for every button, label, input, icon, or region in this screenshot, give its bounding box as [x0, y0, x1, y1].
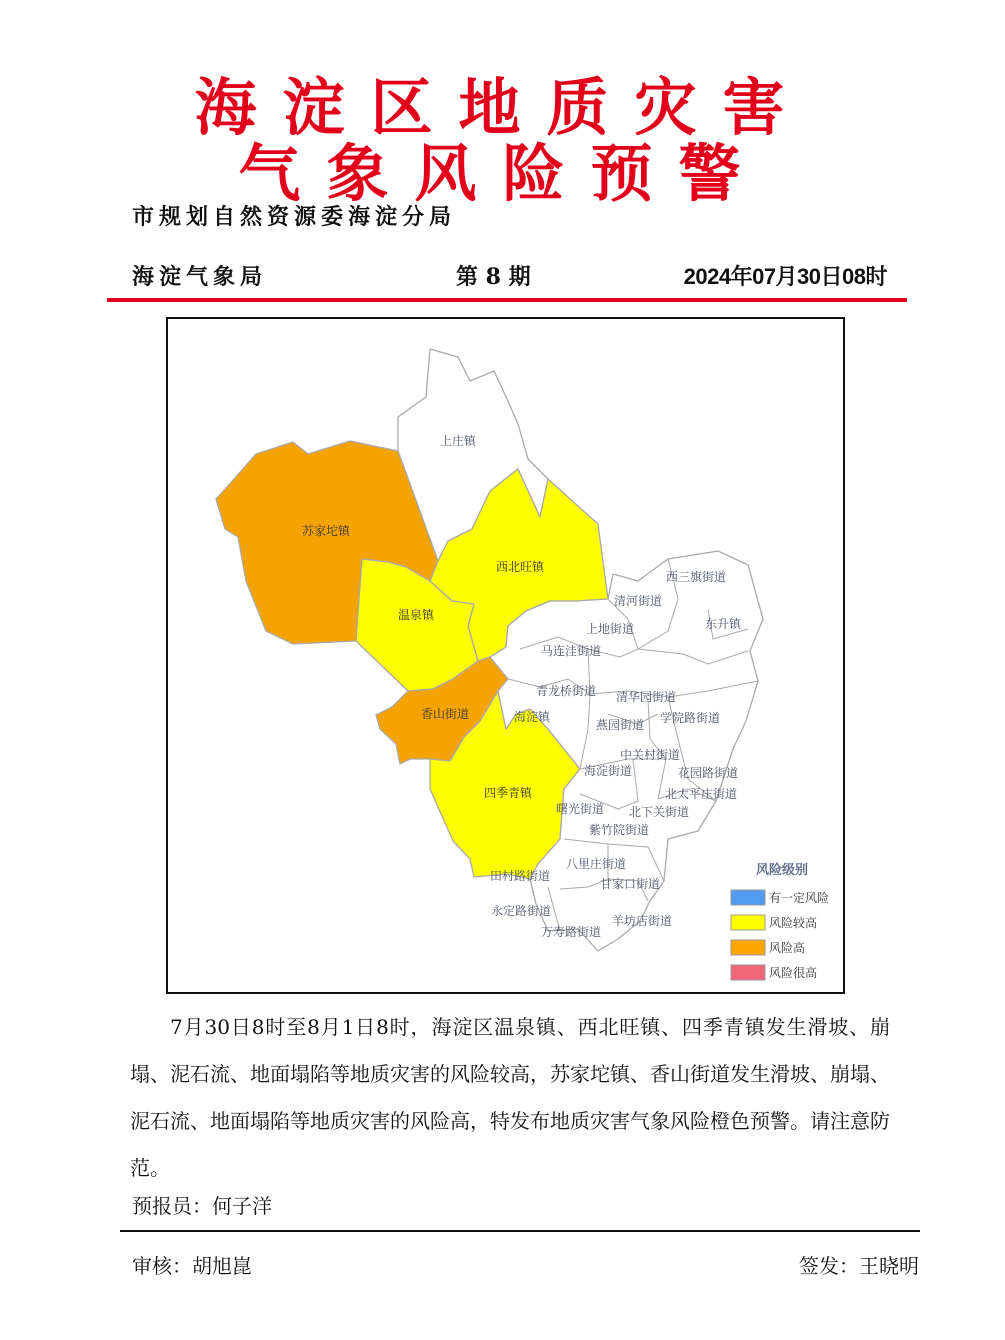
label-qinglongqiao: 青龙桥街道 — [535, 684, 597, 698]
label-sujiatuo: 苏家坨镇 — [301, 524, 351, 538]
legend-item — [731, 965, 817, 980]
label-shangzhuang: 上庄镇 — [439, 434, 477, 448]
label-zhongguancun: 中关村街道 — [619, 748, 681, 762]
label-xibeiwang: 西北旺镇 — [495, 560, 545, 574]
legend-swatch — [731, 965, 765, 980]
header-divider — [107, 298, 907, 302]
label-shuguang: 曙光街道 — [555, 802, 605, 816]
map-legend — [731, 862, 829, 980]
reviewer: 审核：胡旭崑 — [132, 1254, 252, 1278]
issue-datetime: 2024年07月30日08时 — [683, 264, 887, 289]
label-shangdi: 上地街道 — [585, 622, 635, 636]
legend-swatch — [731, 915, 765, 930]
legend-title: 风险级别 — [755, 863, 809, 878]
label-yanyuan: 燕园街道 — [595, 718, 645, 732]
legend-item — [731, 915, 817, 930]
risk-map — [166, 317, 845, 994]
weather-office: 海淀气象局 — [132, 264, 268, 290]
label-wanshoulu: 万寿路街道 — [540, 925, 602, 939]
label-beitaipingzhuang: 北太平庄街道 — [664, 787, 738, 801]
legend-label: 风险高 — [769, 941, 806, 955]
page-title-line1: 海淀区地质灾害 — [194, 71, 811, 144]
signer: 签发：王晓明 — [799, 1254, 919, 1278]
label-yangfangdian: 羊坊店街道 — [611, 914, 673, 928]
forecaster: 预报员：何子洋 — [132, 1194, 272, 1218]
label-xiangshan: 香山街道 — [420, 707, 470, 721]
page-title-line2: 气象风险预警 — [238, 137, 767, 210]
label-malianwa: 马连洼街道 — [540, 644, 602, 658]
label-haidianzhen: 海淀镇 — [513, 710, 551, 724]
issue-number: 第 8 期 — [456, 264, 531, 290]
label-sijiqing: 四季青镇 — [483, 786, 533, 800]
label-huayuanlu: 花园路街道 — [677, 766, 739, 780]
risk-map-svg — [168, 319, 843, 992]
legend-swatch — [731, 890, 765, 905]
label-haidianjiedao: 海淀街道 — [583, 764, 633, 778]
footer-divider — [120, 1230, 920, 1232]
warning-paragraph: 7月30日8时至8月1日8时，海淀区温泉镇、西北旺镇、四季青镇发生滑坡、崩塌、泥石流、地面塌陷等地质灾害的风险较高，苏家坨镇、香山街道发生滑坡、崩塌、泥石流、地面塌陷等地质灾害的风险高，特发布地质灾害气象风险橙色预警。请注意防范。 — [130, 1015, 890, 1180]
label-dongsheng: 东升镇 — [704, 617, 742, 631]
legend-swatch — [731, 940, 765, 955]
label-beixiaguan: 北下关街道 — [628, 805, 690, 819]
legend-item — [731, 940, 805, 955]
label-qinghe: 清河街道 — [613, 594, 663, 608]
label-ganjiakou: 甘家口街道 — [599, 877, 661, 891]
label-tiancunlu: 田村路街道 — [489, 869, 551, 883]
label-qinghuayuan: 清华园街道 — [615, 690, 677, 704]
label-yongdinglu: 永定路街道 — [490, 904, 552, 918]
legend-item — [731, 890, 829, 905]
issuing-agency: 市规划自然资源委海淀分局 — [132, 204, 457, 230]
label-xueyuanlu: 学院路街道 — [659, 711, 721, 725]
legend-label: 风险较高 — [769, 916, 818, 930]
label-balizhuang: 八里庄街道 — [565, 857, 627, 871]
legend-label: 有一定风险 — [769, 891, 830, 905]
legend-label: 风险很高 — [769, 966, 818, 980]
label-wenquan: 温泉镇 — [397, 608, 435, 622]
label-zizhuyuan: 紫竹院街道 — [588, 823, 650, 837]
label-xisanqi: 西三旗街道 — [665, 570, 727, 584]
